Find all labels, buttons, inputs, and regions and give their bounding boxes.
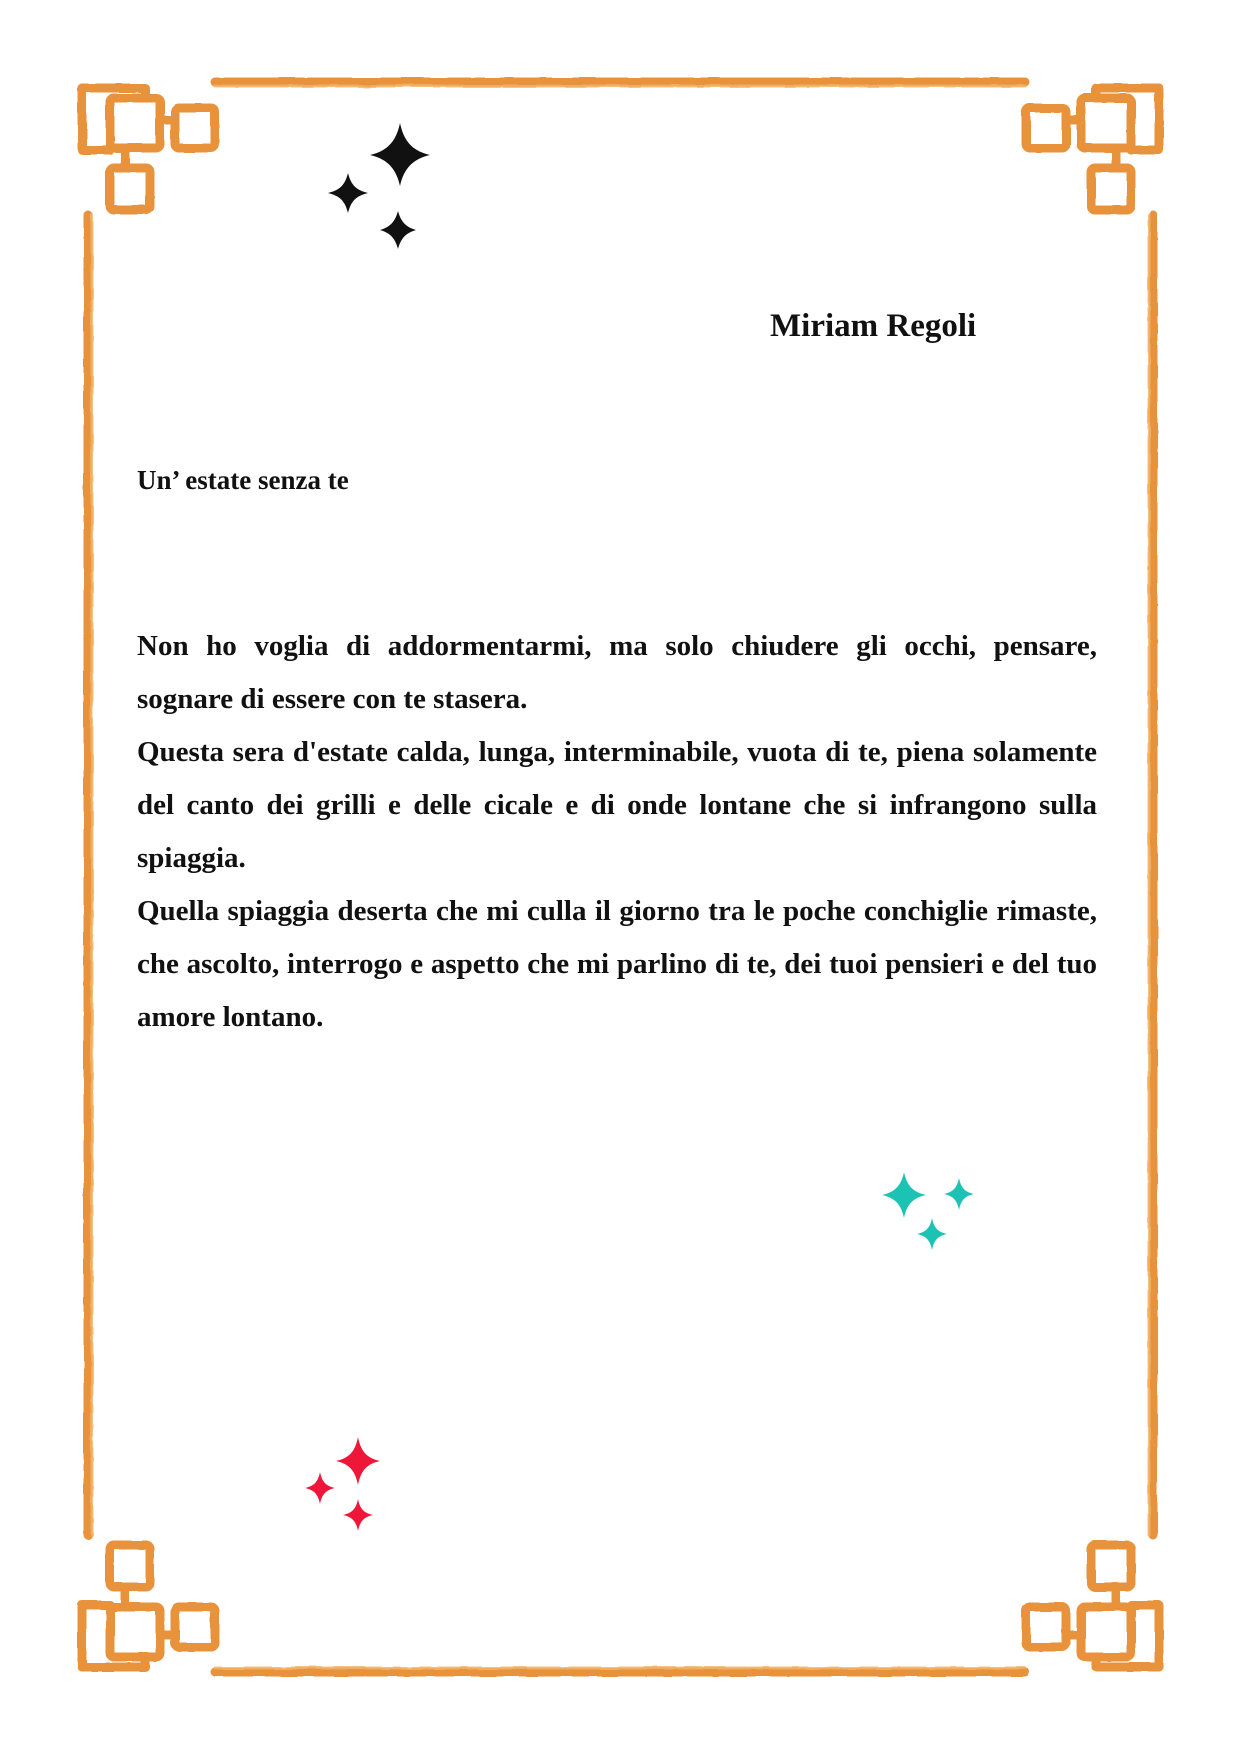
poem-paragraph: Non ho voglia di addormentarmi, ma solo chiudere gli occhi, pensare, sognare di essere con te stasera. — [137, 630, 1097, 715]
sparkles-icon — [300, 1435, 390, 1545]
poem-paragraph: Questa sera d'estate calda, lunga, interminabile, vuota di te, piena solamente del canto dei grilli e delle cicale e di onde lontane che si infrangono sulla spiaggia. — [137, 736, 1097, 874]
sparkle-small-left — [328, 173, 368, 213]
author-name: Miriam Regoli — [770, 308, 977, 344]
sparkles-icon — [876, 1170, 986, 1260]
poem-paragraph: Quella spiaggia deserta che mi culla il giorno tra le poche conchiglie rimaste, che ascolto, interrogo e aspetto che mi parlino di te, dei tuoi pensieri e del tuo amore lontano. — [137, 895, 1097, 1033]
poem-body — [137, 620, 1097, 1044]
poem-title: Un’ estate senza te — [137, 465, 349, 495]
sparkle-large — [370, 123, 430, 186]
sparkles-icon — [325, 118, 435, 258]
sparkle-small-bottom — [380, 211, 416, 249]
